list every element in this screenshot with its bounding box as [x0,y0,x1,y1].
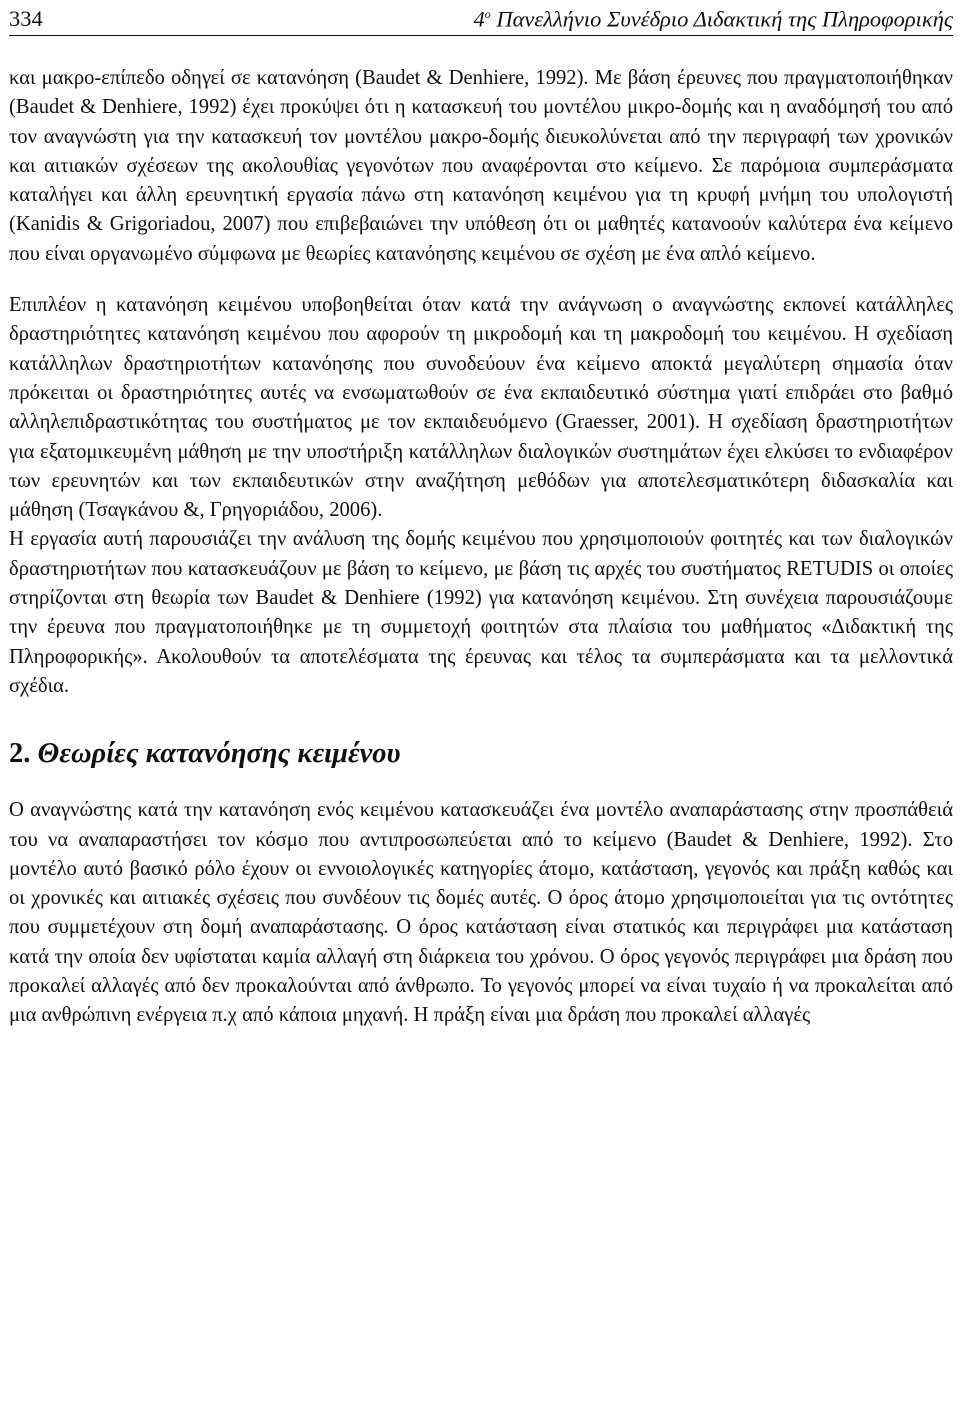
page-number: 334 [9,6,43,31]
paragraph-activities: Επιπλέον η κατανόηση κειμένου υποβοηθείται όταν κατά την ανάγνωση ο αναγνώστης εκπονεί κατάλληλες δραστηριότητες κατανόηση κειμένου που αφορούν τη μικροδομή και τη μακροδομή του κειμένου. Η σχεδίαση κατάλληλων δραστηριοτήτων κατανόησης που συνοδεύουν ένα κείμενο αποκτά μεγαλύτερη σημασία όταν πρόκειται οι δραστηριότητες αυτές να ενσωματωθούν σε ένα εκπαιδευτικό σύστημα γιατί επιδράει στο βαθμό αλληλεπιδραστικότητας του συστήματος με τον εκπαιδευόμενο (Graesser, 2001). Η σχεδίαση δραστηριοτήτων για εξατομικευμένη μάθηση με την υποστήριξη κατάλληλων διαλογικών συστημάτων έχει ελκύσει το ενδιαφέρον των ερευνητών και των εκπαιδευτικών στην αναζήτηση μεθόδων για αποτελεσματικότερη διδασκαλία και μάθηση (Τσαγκάνου &, Γρηγοριάδου, 2006). [9,294,953,522]
paragraph-study: Η εργασία αυτή παρουσιάζει την ανάλυση της δομής κειμένου που χρησιμοποιούν φοιτητές και των διαλογικών δραστηριοτήτων που κατασκευάζουν με βάση το κείμενο, με βάση τις αρχές του συστήματος RETUDIS οι οποίες στηρίζονται στη θεωρία των Baudet & Denhiere (1992) για κατανόηση κειμένου. Στη συνέχεια παρουσιάζουμε την έρευνα που πραγματοποιήθηκε με τη συμμετοχή φοιτητών στα πλαίσια του μαθήματος «Διδακτική της Πληροφορικής». Ακολουθούν τα αποτελέσματα της έρευνας και τέλος τα συμπεράσματα και τα μελλοντικά σχέδια. [9,528,953,697]
section-number: 2. [9,738,31,770]
paragraph-theories: Ο αναγνώστης κατά την κατανόηση ενός κειμένου κατασκευάζει ένα μοντέλο αναπαράστασης στην προσπάθειά του να αναπαραστήσει τον κόσμο που αντιπροσωπεύεται από το κείμενο (Baudet & Denhiere, 1992). Στο μοντέλο αυτό βασικό ρόλο έχουν οι εννοιολογικές κατηγορίες άτομο, κατάσταση, γεγονός και πράξη καθώς και οι χρονικές και αιτιακές σχέσεις που συνδέουν τις δομές αυτές. Ο όρος άτομο χρησιμοποιείται για τις οντότητες που συμμετέχουν στη δομή αναπαράστασης. Ο όρος κατάσταση είναι στατικός και περιγράφει μια κατάσταση κατά την οποία δεν υφίσταται καμία αλλαγή στη διάρκεια του χρόνου. Ο όρος γεγονός περιγράφει μια δράση που προκαλεί αλλαγές από δεν προκαλούνται από άνθρωπο. Το γεγονός μπορεί να είναι τυχαίο ή να προκαλείται από μια ανθρώπινη ενέργεια π.χ από κάποια μηχανή. Η πράξη είναι μια δράση που προκαλεί αλλαγές [9,799,953,1027]
paragraph-intro: και μακρο-επίπεδο οδηγεί σε κατανόηση (Baudet & Denhiere, 1992). Με βάση έρευνες που πραγματοποιήθηκαν (Baudet & Denhiere, 1992) έχει προκύψει ότι η κατασκευή του μοντέλου μικρο-δομής και η αναδόμησή του από τον αναγνώστη για την κατασκευή τον μοντέλου μακρο-δομής διευκολύνεται από την περιγραφή των χρονικών και αιτιακών σχέσεων της ακολουθίας γεγονότων που αναφέρονται στο κείμενο. Σε παρόμοια συμπεράσματα καταλήγει και άλλη ερευνητική εργασία πάνω στη κατανόηση κειμένου για τη κρυφή μνήμη του υπολογιστή (Kanidis & Grigoriadou, 2007) που επιβεβαιώνει την υπόθεση ότι οι μαθητές κατανοούν καλύτερα ένα κείμενο που είναι οργανωμένο σύμφωνα με θεωρίες κατανόησης κειμένου σε σχέση με ένα απλό κείμενο. [9,67,953,265]
running-header [9,0,953,36]
body-text [9,64,953,1031]
conference-title [473,0,953,33]
conference-name: Πανελλήνιο Συνέδριο Διδακτική της Πληροφορικής [496,6,953,31]
document-page [9,0,953,1031]
conference-ordinal-superscript: ο [484,6,491,21]
section-title: Θεωρίες κατανόησης κειμένου [37,738,401,770]
conference-ordinal: 4 [473,6,485,31]
section-heading [9,734,953,774]
